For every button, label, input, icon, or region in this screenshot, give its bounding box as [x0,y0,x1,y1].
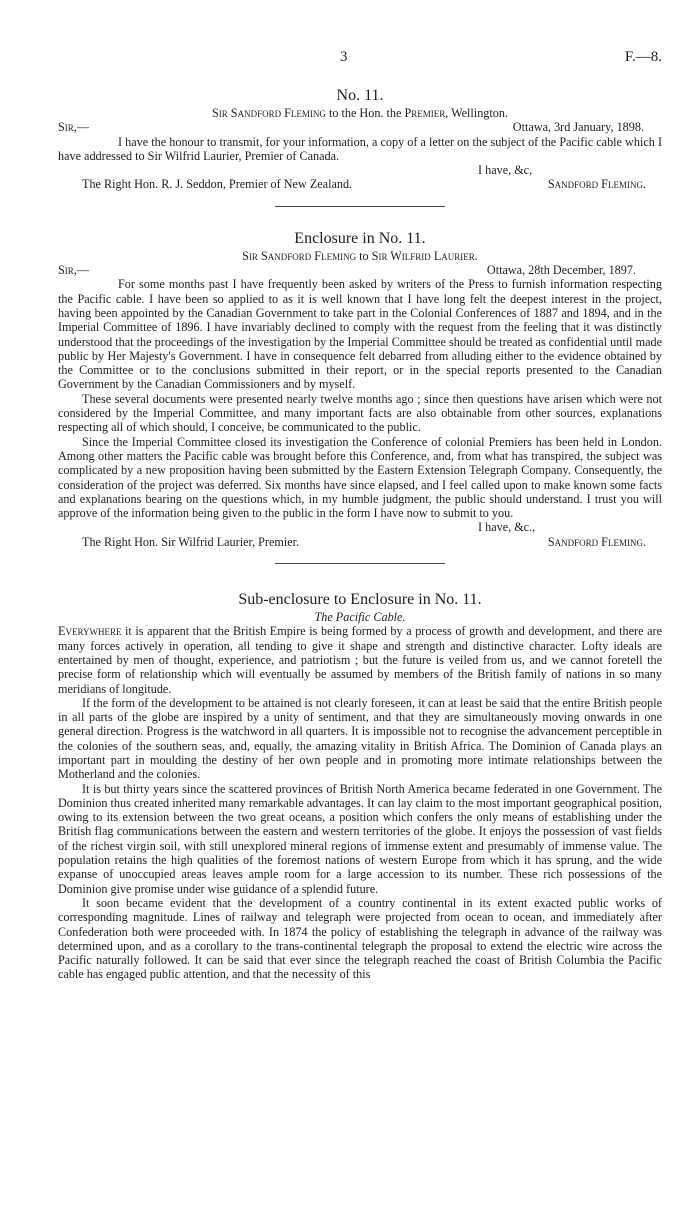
letter-from-to: Sir Sandford Fleming to the Hon. the Premier, Wellington. [211,106,509,120]
salutation: Sir,— [58,120,90,135]
sub-enclosure-subtitle: The Pacific Cable. [314,610,406,625]
enclosure-heading: Enclosure in No. 11. [294,229,426,247]
sub-enclosure-paragraph: Everywhere it is apparent that the British Empire is being formed by a process of growth and development, and there are many forces actively in operation, all tending to give it shape and strength and distinctive character. Lofty ideals are entertained by men of thought, experience, and patriotism ; but the future is veiled from us, and we cannot foretell the precise form of relationship which will eventually be assumed by members of the British family of nations in so many meridians of longitude. [58,624,662,696]
letter-signoff [58,177,662,191]
enclosure-closing: I have, &c., [478,520,536,535]
salutation: Sir,— [58,263,90,278]
sub-enclosure-paragraph: If the form of the development to be attained is not clearly foreseen, it can at least be said that the entire British people in all parts of the globe are inspired by a unity of sentiment, and that they are simultaneously moving onwards in one general direction. Progress is the watchword in all quarters. It is impossible not to recognise the advancement perceptible in the colonies of the southern seas, and, equally, the amazing vitality in British Africa. The Dominion of Canada plays an important part in moulding the destiny of her own people and in promoting more intimate relationships between the Motherland and the colonies. [58,695,662,782]
signature: Sandford Fleming. [547,534,646,549]
place-date: Ottawa, 28th December, 1897. [486,263,636,278]
enclosure-paragraph: These several documents were presented nearly twelve months ago ; since then questions have arisen which were not considered by the Imperial Committee, and many important facts are also obtainable from other sources, explanations respecting all of which should, I conceive, be communicated to the public. [58,391,662,435]
page-number: 3 [340,49,348,65]
enclosure-from-to: Sir Sandford Fleming to Sir Wilfrid Laurier. [242,248,478,263]
enclosure-paragraph: For some months past I have frequently been asked by writers of the Press to furnish information respecting the Pacific cable. I have been so applied to as it is well known that I have long felt the deepest interest in the project, having been appointed by the Canadian Government to take part in the Colonial Conferences of 1887 and 1894, and in the Imperial Committee of 1896. I have invariably declined to comply with the request from the feeling that it was distinctly understood that the proceedings of the investigation by the Imperial Committee should be treated as confidential until made public by Her Majesty's Government. I have in consequence felt debarred from alluding either to the evidence obtained by the Committee or to the conclusions submitted in their report, or in the special reports presented to the Canadian Government by the Canadian Commissioners and by myself. [58,277,662,392]
signature: Sandford Fleming. [547,177,646,192]
sub-enclosure-paragraph: It is but thirty years since the scattered provinces of British North America became federated in one Government. The Dominion thus created inherited many remarkable advantages. It can lay claim to the most important geographical position, owing to its extension between the two great oceans, a position which confers the only means of establishing under the British flag communications between the eastern and western territories of the globe. It enjoys the possession of vast fields of the richest virgin soil, with still unexplored mineral regions of immense extent and presumably of immense value. The population retains the high qualities of the foremost nations of western Europe from which it has sprung, and the wide expanse of unoccupied areas leaves ample room for a large accession to its number. These rich possessions of the Dominion give promise under wise guidance of a splendid future. [58,781,662,896]
letter-body: I have the honour to transmit, for your information, a copy of a letter on the subject of the Pacific cable which I have addressed to Sir Wilfrid Laurier, Premier of Canada. [58,134,662,163]
enclosure-signoff [58,535,662,549]
section-divider [275,563,445,564]
enclosure-paragraph: Since the Imperial Committee closed its investigation the Conference of colonial Premiers has been held in London. Among other matters the Pacific cable was brought before this Conference, and, from what has transpired, the subject was complicated by a new proposition having been submitted by the Eastern Extension Telegraph Company. Consequently, the consideration of the project was deferred. Six months have since elapsed, and I feel called upon to make known some facts and explanations bearing on the questions which, in my humble judgment, the public should understand. I trust you will approve of the information being given to the public in the form I have now to submit to you. [58,434,662,521]
section-divider [275,206,445,207]
letter-heading: No. 11. [336,87,384,104]
running-head [0,50,700,70]
addressee: The Right Hon. R. J. Seddon, Premier of New Zealand. [82,177,353,192]
letter-closing: I have, &c, [478,163,533,178]
addressee: The Right Hon. Sir Wilfrid Laurier, Premier. [82,534,300,549]
sub-enclosure-heading: Sub-enclosure to Enclosure in No. 11. [238,591,482,609]
enclosure-salutation-line [58,263,662,277]
place-date: Ottawa, 3rd January, 1898. [512,120,644,135]
sub-enclosure-paragraph: It soon became evident that the development of a country continental in its extent exacted public works of corresponding magnitude. Lines of railway and telegraph were projected from ocean to ocean, and immediately after Confederation both were proceeded with. In 1874 the policy of establishing the telegraph in advance of the railway was determined upon, and as a corollary to the trans-continental telegraph the proposal to extend the electric wire across the Pacific naturally followed. It can be said that ever since the telegraph reached the coast of British Columbia the Pacific cable has engaged public attention, and that the necessity of this [58,895,662,982]
series-reference: F.—8. [624,49,662,65]
letter-salutation-line [58,120,662,134]
